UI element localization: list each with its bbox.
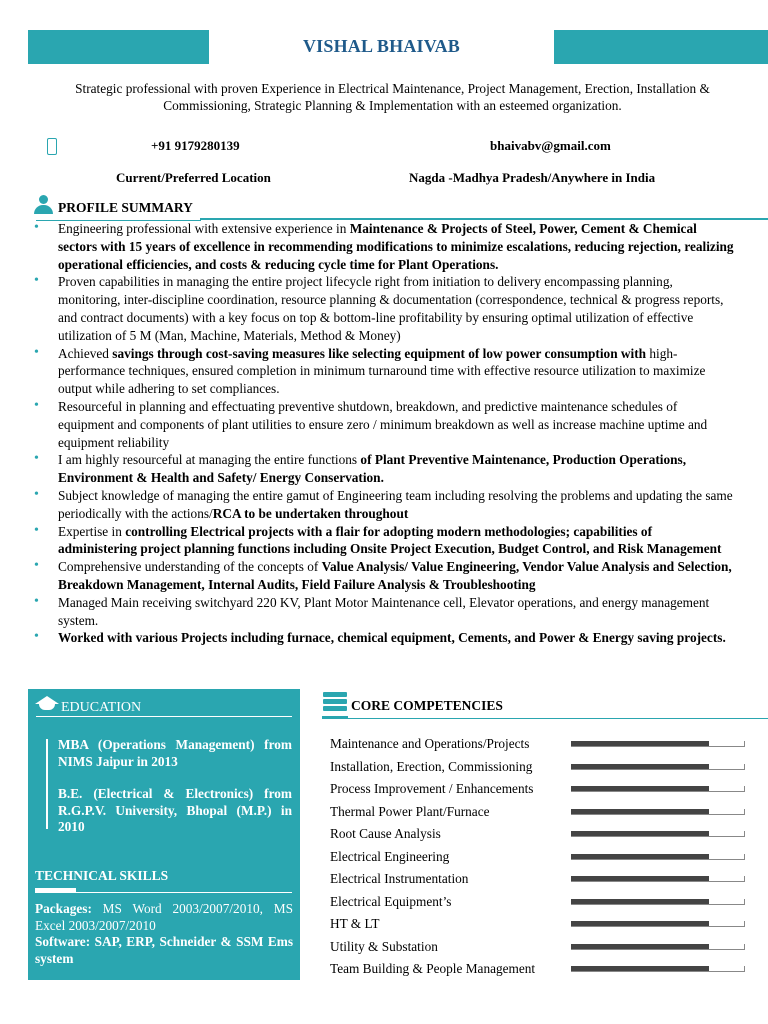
- profile-bullet: [34, 629, 734, 647]
- profile-bullet-text: savings through cost-saving measures like selecting equipment of low power consumption with: [112, 345, 647, 361]
- profile-bullet-text: RCA to be undertaken throughout: [212, 505, 409, 521]
- list-icon: [323, 692, 347, 712]
- competency-row: [330, 735, 750, 758]
- technical-skills-divider: [76, 892, 292, 893]
- competency-level-fill: [571, 786, 709, 791]
- profile-summary-heading: PROFILE SUMMARY: [58, 200, 193, 215]
- header-accent-bar-left: [28, 30, 209, 64]
- technical-skills-divider-thick: [35, 888, 76, 893]
- profile-bullet-text: Comprehensive understanding of the concepts of: [58, 559, 322, 575]
- core-competencies-divider-thick: [322, 716, 348, 719]
- profile-bullet-text: controlling Electrical projects with a flair for adopting modern methodologies; capabilities of administering project planning functions including Onsite Project Execution, Budget Control, and Risk Management: [58, 523, 722, 557]
- education-heading: EDUCATION: [61, 700, 142, 715]
- email-address: bhaivabv@gmail.com: [490, 138, 611, 153]
- competency-level-fill: [571, 899, 709, 904]
- competency-row: [330, 825, 750, 848]
- profile-bullet-text: Proven capabilities in managing the entire project lifecycle right from initiation to delivery encompassing planning, monitoring, inter-discipline coordination, resource planning & documentation (correspondence, technical & progress reports, and contract documents) with a key focus on top & bottom-line profitability by ensuring optimal utilization of effective utilization of 5 M (Man, Machine, Materials, Method & Money): [58, 274, 724, 343]
- education-entry-be: B.E. (Electrical & Electronics) from R.G.P.V. University, Bhopal (M.P.) in 2010: [58, 786, 292, 834]
- competency-label: Electrical Instrumentation: [330, 871, 469, 886]
- competency-row: [330, 938, 750, 961]
- competency-level-bar: [571, 764, 745, 770]
- competency-level-bar: [571, 831, 745, 837]
- profile-bullet: [34, 594, 734, 630]
- profile-bullet-text: high-performance techniques, ensured completion in minimum turnaround time with effective resource utilization to maximize output while adhering to set compliances.: [58, 345, 706, 397]
- candidate-name: VISHAL BHAIVAB: [302, 36, 461, 56]
- competency-level-bar: [571, 741, 745, 747]
- competency-label: Electrical Engineering: [330, 848, 450, 864]
- competency-level-bar: [571, 876, 745, 882]
- competency-level-fill: [571, 809, 709, 814]
- competency-row: [330, 780, 750, 803]
- packages-label: Packages:: [35, 901, 92, 916]
- competency-row: [330, 893, 750, 916]
- education-timeline-line: [46, 739, 48, 829]
- profile-bullet-text: Expertise in: [58, 523, 126, 539]
- profile-bullet: [34, 523, 734, 559]
- profile-bullet-text: Value Analysis/ Value Engineering, Vendor Value Analysis and Selection, Breakdown Management, Internal Audits, Field Failure Analysis & Troubleshooting: [58, 559, 732, 592]
- competency-label: HT & LT: [330, 916, 380, 931]
- profile-bullet: [34, 558, 734, 594]
- core-competencies-list: [330, 735, 750, 983]
- core-competencies-heading: CORE COMPETENCIES: [351, 698, 503, 713]
- competency-label: Thermal Power Plant/Furnace: [330, 803, 490, 819]
- competency-level-fill: [571, 944, 709, 949]
- profile-bullet-text: I am highly resourceful at managing the entire functions: [58, 452, 361, 468]
- phone-number: +91 9179280139: [151, 138, 240, 153]
- competency-level-bar: [571, 854, 745, 860]
- profile-bullet: [34, 487, 734, 523]
- competency-row: [330, 848, 750, 871]
- profile-bullet: [34, 273, 734, 344]
- headline-summary: Strategic professional with proven Experience in Electrical Maintenance, Project Management, Erection, Installation & Commissioning, Strategic Planning & Implementation with an esteemed organization.: [75, 81, 710, 113]
- competency-label: Process Improvement / Enhancements: [330, 781, 534, 796]
- technical-skills-heading: TECHNICAL SKILLS: [35, 868, 169, 883]
- competency-level-bar: [571, 921, 745, 927]
- competency-level-bar: [571, 786, 745, 792]
- location-label: Current/Preferred Location: [116, 170, 271, 185]
- technical-skills-packages: [35, 901, 293, 934]
- education-divider: [36, 716, 292, 717]
- competency-level-bar: [571, 899, 745, 905]
- profile-bullet: [34, 451, 734, 487]
- profile-bullet-text: Resourceful in planning and effectuating preventive shutdown, breakdown, and predictive maintenance schedules of equipment and components of plant utilities to ensure zero / minimum breakdown as well as increase machine uptime and equipment reliability: [58, 398, 708, 450]
- competency-level-fill: [571, 741, 709, 746]
- competency-level-fill: [571, 764, 709, 769]
- competency-level-bar: [571, 966, 745, 972]
- profile-bullet: [34, 398, 734, 451]
- profile-bullet-text: Worked with various Projects including furnace, chemical equipment, Cements, and Power & Energy saving projects.: [58, 630, 726, 646]
- competency-row: [330, 803, 750, 826]
- competency-level-fill: [571, 831, 709, 836]
- header-accent-bar-right: [554, 30, 768, 64]
- competency-level-bar: [571, 944, 745, 950]
- technical-skills-software: Software: SAP, ERP, Schneider & SSM Ems system: [35, 934, 293, 966]
- competency-label: Electrical Equipment’s: [330, 893, 452, 909]
- competency-row: [330, 915, 750, 938]
- education-entry-mba: MBA (Operations Management) from NIMS Jaipur in 2013: [58, 737, 292, 769]
- profile-bullet-text: Engineering professional with extensive experience in: [58, 221, 350, 236]
- person-icon: [34, 195, 54, 214]
- competency-level-bar: [571, 809, 745, 815]
- profile-bullet-text: Maintenance & Projects of Steel, Power, Cement & Chemical sectors with 15 years of excellence in recommending modifications to minimize escalations, reducing rejection, realizing operational efficiencies, and costs & reducing cycle time for Plant Operations.: [58, 221, 734, 272]
- profile-bullet: [34, 220, 734, 273]
- location-value: Nagda -Madhya Pradesh/Anywhere in India: [409, 170, 656, 185]
- profile-bullet-text: Achieved: [58, 345, 113, 361]
- competency-level-fill: [571, 921, 709, 926]
- profile-bullet-text: Subject knowledge of managing the entire gamut of Engineering team including resolving the problems and updating the same periodically with the actions/: [58, 487, 733, 521]
- profile-bullet-list: [34, 220, 734, 647]
- profile-bullet-text: Managed Main receiving switchyard 220 KV, Plant Motor Maintenance cell, Elevator operations, and energy management system.: [58, 594, 710, 628]
- core-competencies-divider: [348, 718, 768, 719]
- profile-bullet-text: of Plant Preventive Maintenance, Production Operations, Environment & Health and Safety/ Energy Conservation.: [58, 452, 687, 486]
- competency-level-fill: [571, 876, 709, 881]
- competency-label: Maintenance and Operations/Projects: [330, 736, 530, 751]
- competency-label: Team Building & People Management: [330, 961, 536, 976]
- packages-value: MS Word 2003/2007/2010, MS Excel 2003/2007/2010: [35, 901, 293, 933]
- profile-bullet: [34, 345, 734, 398]
- education-panel: [28, 689, 300, 980]
- competency-row: [330, 758, 750, 781]
- mobile-phone-icon: [47, 138, 57, 155]
- competency-row: [330, 870, 750, 893]
- competency-label: Utility & Substation: [330, 938, 438, 954]
- competency-label: Installation, Erection, Commissioning: [330, 758, 533, 774]
- competency-label: Root Cause Analysis: [330, 826, 441, 841]
- competency-level-fill: [571, 854, 709, 859]
- graduation-cap-icon: [35, 694, 59, 714]
- competency-level-fill: [571, 966, 709, 971]
- competency-row: [330, 960, 750, 983]
